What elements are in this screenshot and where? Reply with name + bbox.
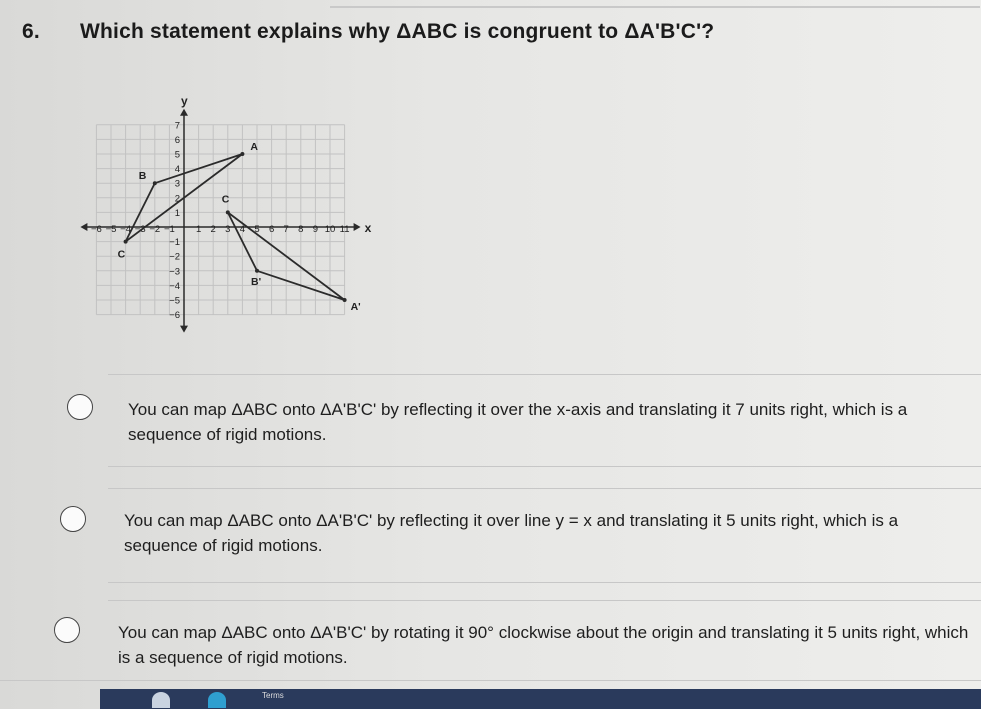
app-icon[interactable] <box>208 692 226 708</box>
x-tick-label: −4 <box>120 224 132 235</box>
vertex-point <box>124 240 128 244</box>
vertex-label: A' <box>350 301 361 313</box>
vertex-point <box>226 210 230 214</box>
y-tick-label: 5 <box>174 149 180 161</box>
question-heading <box>22 20 714 44</box>
divider <box>108 466 981 467</box>
y-tick-label: −3 <box>169 266 180 278</box>
x-axis-arrow <box>354 223 361 231</box>
option-text: You can map ΔABC onto ΔA'B'C' by reflecting it over line y = x and translating it 5 units right, which is a sequence of rigid motions. <box>124 511 899 555</box>
vertex-label: B <box>138 170 147 183</box>
x-tick-label: 11 <box>339 224 350 235</box>
divider <box>108 374 981 375</box>
vertex-label: A <box>250 141 258 153</box>
x-axis-arrow <box>80 223 87 231</box>
x-tick-label: 6 <box>268 224 275 235</box>
x-tick-label: −1 <box>163 224 175 235</box>
vertex-point <box>343 298 347 302</box>
option-text: You can map ΔABC onto ΔA'B'C' by rotating it 90° clockwise about the origin and translating it 5 units right, which is a sequence of rigid motions. <box>118 623 969 667</box>
grid <box>96 125 344 315</box>
divider <box>108 600 981 601</box>
x-tick-label: 10 <box>324 224 336 235</box>
x-tick-label: −3 <box>134 224 146 235</box>
x-tick-label: −2 <box>149 224 161 235</box>
vertex-label: B' <box>251 275 262 288</box>
y-axis-arrow <box>180 109 188 116</box>
vertex-point <box>240 152 244 156</box>
option-text: You can map ΔABC onto ΔA'B'C' by reflecting it over the x-axis and translating it 7 units right, which is a sequence of rigid motions. <box>128 400 908 444</box>
top-divider <box>330 6 980 8</box>
y-tick-label: 6 <box>174 134 180 146</box>
y-tick-label: 2 <box>174 193 180 205</box>
question-text: Which statement explains why ΔABC is congruent to ΔA'B'C'? <box>80 20 715 43</box>
x-tick-label: −5 <box>105 224 117 235</box>
taskbar <box>100 689 981 709</box>
vertex-point <box>153 181 157 185</box>
question-number: 6. <box>22 20 40 43</box>
x-axis-label: x <box>364 221 372 235</box>
x-tick-label: 1 <box>195 224 202 235</box>
x-tick-label: 2 <box>210 224 216 235</box>
y-axis-label: y <box>181 93 188 108</box>
divider <box>108 488 981 489</box>
axes <box>80 109 360 333</box>
radio-button[interactable] <box>54 617 80 643</box>
vertex-point <box>255 269 259 273</box>
y-tick-label: −5 <box>169 295 180 307</box>
divider <box>0 680 981 681</box>
y-tick-label: −1 <box>169 237 180 249</box>
y-tick-label: 7 <box>174 120 180 132</box>
taskbar-label: Terms <box>262 691 284 700</box>
coordinate-graph <box>64 78 394 340</box>
x-tick-label: 4 <box>239 224 246 235</box>
y-tick-label: 4 <box>174 164 180 176</box>
y-axis-arrow <box>180 326 188 333</box>
divider <box>108 582 981 583</box>
vertex-label: C <box>221 193 230 206</box>
x-tick-label: 7 <box>283 224 289 235</box>
radio-button[interactable] <box>67 394 93 420</box>
y-tick-label: 1 <box>174 207 180 219</box>
x-tick-label: 9 <box>312 224 319 235</box>
y-tick-label: −2 <box>169 251 180 263</box>
vertex-label: C <box>117 248 126 261</box>
y-tick-label: −6 <box>169 310 180 322</box>
x-tick-label: 8 <box>298 224 304 235</box>
x-tick-label: 3 <box>225 224 231 235</box>
x-tick-label: −6 <box>90 224 102 235</box>
radio-button[interactable] <box>60 506 86 532</box>
app-icon[interactable] <box>152 692 170 708</box>
y-tick-label: −4 <box>169 280 180 292</box>
y-tick-label: 3 <box>174 178 180 190</box>
x-tick-label: 5 <box>254 224 260 235</box>
